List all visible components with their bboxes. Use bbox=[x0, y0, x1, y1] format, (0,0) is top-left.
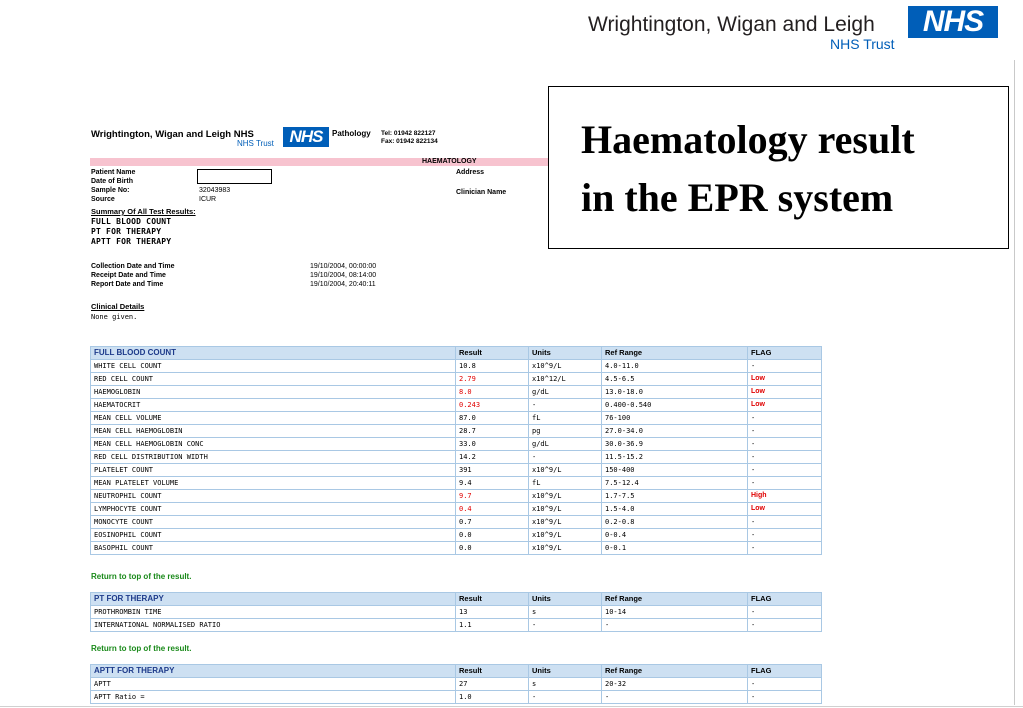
test-name-cell: MONOCYTE COUNT bbox=[91, 516, 456, 529]
flag-cell: - bbox=[748, 412, 822, 425]
table-row bbox=[91, 606, 822, 619]
ref-range-cell: 11.5-15.2 bbox=[602, 451, 748, 464]
units-cell: s bbox=[529, 606, 602, 619]
ref-range-cell: 0.400-0.540 bbox=[602, 399, 748, 412]
clinical-details bbox=[91, 302, 144, 322]
table-row bbox=[91, 360, 822, 373]
clinical-details-text: None given. bbox=[91, 313, 138, 321]
table-row bbox=[91, 542, 822, 555]
clinical-details-title: Clinical Details bbox=[91, 302, 145, 311]
units-cell: g/dL bbox=[529, 386, 602, 399]
summary-link-pt[interactable]: PT FOR THERAPY bbox=[91, 227, 162, 236]
ref-range-cell: 4.0-11.0 bbox=[602, 360, 748, 373]
return-to-top-link[interactable]: Return to top of the result. bbox=[91, 572, 192, 581]
slide-divider bbox=[0, 706, 1023, 707]
table-row bbox=[91, 477, 822, 490]
report-trust-subtitle: NHS Trust bbox=[237, 139, 274, 148]
table-row bbox=[91, 425, 822, 438]
ref-range-cell: 150-400 bbox=[602, 464, 748, 477]
test-name-cell: PLATELET COUNT bbox=[91, 464, 456, 477]
units-cell: - bbox=[529, 619, 602, 632]
test-name-cell: RED CELL COUNT bbox=[91, 373, 456, 386]
slide-trust-subtitle: NHS Trust bbox=[830, 36, 895, 52]
result-cell: 13 bbox=[456, 606, 529, 619]
flag-column-header: FLAG bbox=[748, 593, 822, 606]
pt-therapy-table bbox=[90, 592, 822, 632]
ref-range-cell: 30.0-36.9 bbox=[602, 438, 748, 451]
ref-range-cell: 7.5-12.4 bbox=[602, 477, 748, 490]
table-row bbox=[91, 678, 822, 691]
date-values bbox=[310, 262, 376, 289]
table-row bbox=[91, 503, 822, 516]
flag-cell: - bbox=[748, 516, 822, 529]
department-bar bbox=[90, 158, 548, 166]
ref-range-cell: - bbox=[602, 691, 748, 704]
patient-name-field bbox=[197, 169, 272, 184]
ref-range-cell: 76-100 bbox=[602, 412, 748, 425]
department-label: HAEMATOLOGY bbox=[422, 158, 477, 165]
report-date-value: 19/10/2004, 20:40:11 bbox=[310, 281, 376, 288]
table-title: FULL BLOOD COUNT bbox=[91, 347, 456, 360]
flag-cell: - bbox=[748, 438, 822, 451]
test-name-cell: MEAN CELL HAEMOGLOBIN CONC bbox=[91, 438, 456, 451]
summary-title[interactable]: Summary Of All Test Results: bbox=[91, 207, 196, 216]
table-row bbox=[91, 386, 822, 399]
test-name-cell: HAEMOGLOBIN bbox=[91, 386, 456, 399]
collection-value: 19/10/2004, 00:00:00 bbox=[310, 263, 377, 270]
patient-name-label: Patient Name bbox=[91, 169, 136, 176]
flag-cell: High bbox=[748, 490, 822, 503]
table-row bbox=[91, 399, 822, 412]
units-cell: x10^9/L bbox=[529, 360, 602, 373]
test-name-cell: MEAN PLATELET VOLUME bbox=[91, 477, 456, 490]
test-name-cell: MEAN CELL VOLUME bbox=[91, 412, 456, 425]
result-cell: 2.79 bbox=[456, 373, 529, 386]
table-title: PT FOR THERAPY bbox=[91, 593, 456, 606]
units-cell: fL bbox=[529, 477, 602, 490]
units-cell: x10^9/L bbox=[529, 542, 602, 555]
ref-range-cell: 13.0-18.0 bbox=[602, 386, 748, 399]
result-cell: 0.4 bbox=[456, 503, 529, 516]
test-name-cell: RED CELL DISTRIBUTION WIDTH bbox=[91, 451, 456, 464]
test-summary bbox=[91, 207, 196, 247]
flag-column-header: FLAG bbox=[748, 665, 822, 678]
patient-labels bbox=[91, 168, 135, 204]
patient-values bbox=[199, 186, 230, 204]
table-row bbox=[91, 529, 822, 542]
nhs-logo: NHS bbox=[908, 6, 998, 38]
report-header bbox=[91, 125, 561, 155]
test-name-cell: BASOPHIL COUNT bbox=[91, 542, 456, 555]
test-name-cell: APTT Ratio = bbox=[91, 691, 456, 704]
table-title: APTT FOR THERAPY bbox=[91, 665, 456, 678]
ref-range-column-header: Ref Range bbox=[602, 593, 748, 606]
flag-cell: Low bbox=[748, 503, 822, 516]
table-row bbox=[91, 691, 822, 704]
slide-divider bbox=[1014, 60, 1015, 705]
test-name-cell: MEAN CELL HAEMOGLOBIN bbox=[91, 425, 456, 438]
table-row bbox=[91, 516, 822, 529]
units-cell: s bbox=[529, 678, 602, 691]
ref-range-cell: - bbox=[602, 619, 748, 632]
table-row bbox=[91, 412, 822, 425]
test-name-cell: LYMPHOCYTE COUNT bbox=[91, 503, 456, 516]
full-blood-count-table bbox=[90, 346, 822, 555]
table-header-row bbox=[91, 347, 822, 360]
flag-cell: Low bbox=[748, 373, 822, 386]
flag-cell: Low bbox=[748, 386, 822, 399]
result-cell: 9.4 bbox=[456, 477, 529, 490]
report-date-label: Report Date and Time bbox=[91, 281, 164, 288]
clinician-label: Clinician Name bbox=[456, 189, 507, 196]
test-name-cell: PROTHROMBIN TIME bbox=[91, 606, 456, 619]
test-name-cell: NEUTROPHIL COUNT bbox=[91, 490, 456, 503]
result-cell: 1.0 bbox=[456, 691, 529, 704]
ref-range-column-header: Ref Range bbox=[602, 665, 748, 678]
report-nhs-logo: NHS bbox=[283, 127, 329, 147]
flag-cell: - bbox=[748, 619, 822, 632]
units-column-header: Units bbox=[529, 347, 602, 360]
result-cell: 87.0 bbox=[456, 412, 529, 425]
callout-box bbox=[548, 86, 1009, 249]
result-cell: 0.243 bbox=[456, 399, 529, 412]
result-cell: 0.0 bbox=[456, 542, 529, 555]
test-name-cell: INTERNATIONAL NORMALISED RATIO bbox=[91, 619, 456, 632]
units-cell: - bbox=[529, 399, 602, 412]
units-cell: fL bbox=[529, 412, 602, 425]
receipt-label: Receipt Date and Time bbox=[91, 272, 166, 279]
result-cell: 10.8 bbox=[456, 360, 529, 373]
telephone-number: Tel: 01942 822127 bbox=[381, 130, 436, 137]
ref-range-cell: 0.2-0.8 bbox=[602, 516, 748, 529]
result-cell: 27 bbox=[456, 678, 529, 691]
result-column-header: Result bbox=[456, 665, 529, 678]
flag-cell: - bbox=[748, 464, 822, 477]
aptt-therapy-table bbox=[90, 664, 822, 704]
summary-link-fbc[interactable]: FULL BLOOD COUNT bbox=[91, 217, 172, 226]
result-cell: 33.0 bbox=[456, 438, 529, 451]
units-cell: pg bbox=[529, 425, 602, 438]
ref-range-cell: 27.0-34.0 bbox=[602, 425, 748, 438]
source-value: ICUR bbox=[199, 196, 217, 203]
result-cell: 0.0 bbox=[456, 529, 529, 542]
units-cell: x10^9/L bbox=[529, 516, 602, 529]
flag-cell: - bbox=[748, 542, 822, 555]
ref-range-column-header: Ref Range bbox=[602, 347, 748, 360]
fax-number: Fax: 01942 822134 bbox=[381, 138, 438, 145]
units-cell: x10^9/L bbox=[529, 503, 602, 516]
units-cell: g/dL bbox=[529, 438, 602, 451]
test-name-cell: APTT bbox=[91, 678, 456, 691]
units-cell: - bbox=[529, 691, 602, 704]
table-row bbox=[91, 438, 822, 451]
return-to-top-link[interactable]: Return to top of the result. bbox=[91, 644, 192, 653]
table-header-row bbox=[91, 665, 822, 678]
date-labels bbox=[91, 262, 175, 289]
table-row bbox=[91, 451, 822, 464]
slide-trust-logo bbox=[588, 6, 1000, 56]
table-row bbox=[91, 464, 822, 477]
contact-numbers bbox=[381, 130, 438, 146]
flag-cell: - bbox=[748, 529, 822, 542]
collection-label: Collection Date and Time bbox=[91, 263, 175, 270]
sample-label: Sample No: bbox=[91, 187, 130, 194]
flag-column-header: FLAG bbox=[748, 347, 822, 360]
sample-number: 32043983 bbox=[199, 187, 231, 194]
callout-text: Haematology result in the EPR system bbox=[581, 117, 915, 220]
units-cell: x10^12/L bbox=[529, 373, 602, 386]
source-label: Source bbox=[91, 196, 115, 203]
test-name-cell: HAEMATOCRIT bbox=[91, 399, 456, 412]
summary-link-aptt[interactable]: APTT FOR THERAPY bbox=[91, 237, 172, 246]
table-header-row bbox=[91, 593, 822, 606]
table-row bbox=[91, 490, 822, 503]
ref-range-cell: 1.5-4.0 bbox=[602, 503, 748, 516]
report-trust-name: Wrightington, Wigan and Leigh NHS bbox=[91, 129, 254, 140]
ref-range-cell: 4.5-6.5 bbox=[602, 373, 748, 386]
result-cell: 9.7 bbox=[456, 490, 529, 503]
flag-cell: - bbox=[748, 425, 822, 438]
flag-cell: - bbox=[748, 451, 822, 464]
ref-range-cell: 20-32 bbox=[602, 678, 748, 691]
units-column-header: Units bbox=[529, 665, 602, 678]
ref-range-cell: 10-14 bbox=[602, 606, 748, 619]
units-cell: x10^9/L bbox=[529, 490, 602, 503]
flag-cell: - bbox=[748, 360, 822, 373]
units-cell: - bbox=[529, 451, 602, 464]
table-row bbox=[91, 619, 822, 632]
flag-cell: - bbox=[748, 678, 822, 691]
flag-cell: Low bbox=[748, 399, 822, 412]
test-name-cell: EOSINOPHIL COUNT bbox=[91, 529, 456, 542]
ref-range-cell: 0-0.4 bbox=[602, 529, 748, 542]
ref-range-cell: 1.7-7.5 bbox=[602, 490, 748, 503]
result-cell: 28.7 bbox=[456, 425, 529, 438]
units-cell: x10^9/L bbox=[529, 464, 602, 477]
flag-cell: - bbox=[748, 606, 822, 619]
flag-cell: - bbox=[748, 691, 822, 704]
test-name-cell: WHITE CELL COUNT bbox=[91, 360, 456, 373]
result-cell: 14.2 bbox=[456, 451, 529, 464]
receipt-value: 19/10/2004, 08:14:00 bbox=[310, 272, 377, 279]
ref-range-cell: 0-0.1 bbox=[602, 542, 748, 555]
result-column-header: Result bbox=[456, 347, 529, 360]
slide-trust-name: Wrightington, Wigan and Leigh bbox=[588, 13, 875, 36]
pathology-label: Pathology bbox=[332, 129, 371, 138]
units-column-header: Units bbox=[529, 593, 602, 606]
units-cell: x10^9/L bbox=[529, 529, 602, 542]
table-row bbox=[91, 373, 822, 386]
result-column-header: Result bbox=[456, 593, 529, 606]
result-cell: 0.7 bbox=[456, 516, 529, 529]
result-cell: 391 bbox=[456, 464, 529, 477]
dob-label: Date of Birth bbox=[91, 178, 133, 185]
result-cell: 8.0 bbox=[456, 386, 529, 399]
flag-cell: - bbox=[748, 477, 822, 490]
address-label: Address bbox=[456, 169, 485, 176]
result-cell: 1.1 bbox=[456, 619, 529, 632]
